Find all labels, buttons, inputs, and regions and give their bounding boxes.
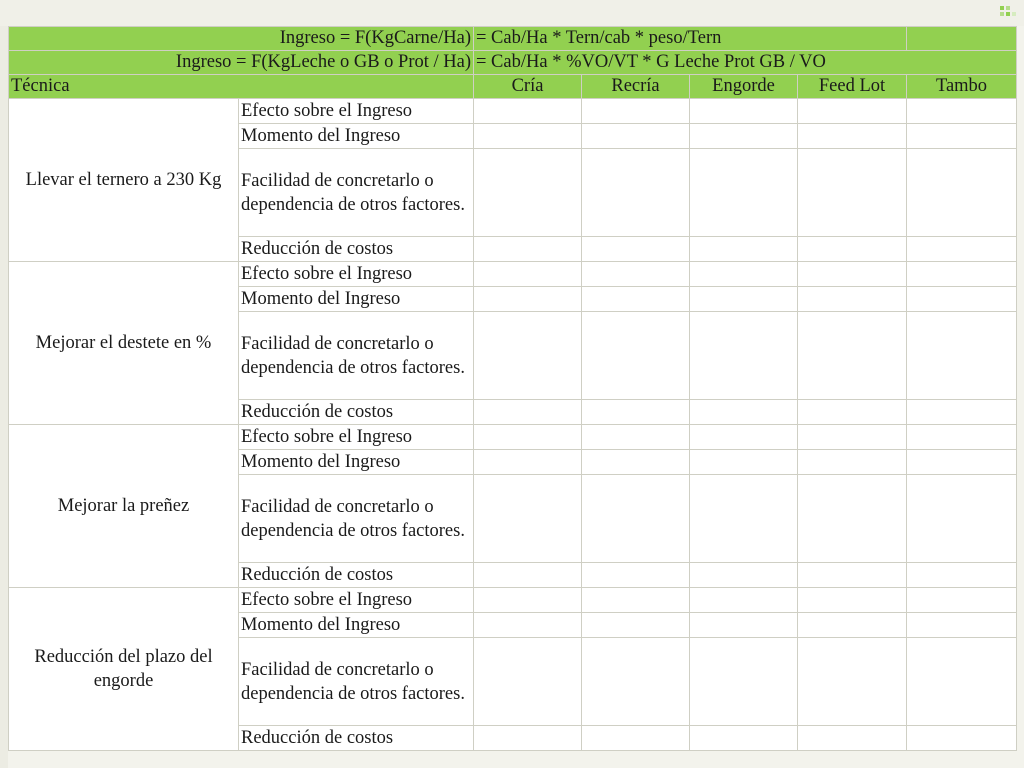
empty-cell [474, 262, 582, 287]
empty-cell [907, 563, 1017, 588]
empty-cell [907, 613, 1017, 638]
empty-cell [907, 287, 1017, 312]
empty-cell [582, 262, 690, 287]
formula-2-left: Ingreso = F(KgLeche o GB o Prot / Ha) [9, 51, 474, 75]
empty-cell [690, 613, 798, 638]
empty-cell [474, 312, 582, 400]
empty-cell [907, 400, 1017, 425]
empty-cell [907, 262, 1017, 287]
empty-cell [582, 400, 690, 425]
empty-cell [907, 475, 1017, 563]
empty-cell [907, 425, 1017, 450]
empty-cell [474, 588, 582, 613]
empty-cell [582, 99, 690, 124]
header-feed-lot: Feed Lot [798, 75, 907, 99]
tecnica-name: Reducción del plazo del engorde [9, 588, 239, 751]
empty-cell [907, 638, 1017, 726]
empty-cell [798, 287, 907, 312]
header-cria: Cría [474, 75, 582, 99]
criterio-label: Efecto sobre el Ingreso [239, 588, 474, 613]
header-engorde: Engorde [690, 75, 798, 99]
tecnica-rows [9, 99, 1017, 751]
criterio-label: Facilidad de concretarlo o dependencia de otros factores. [239, 475, 474, 563]
empty-cell [798, 726, 907, 751]
formula-row-1 [9, 27, 1017, 51]
empty-cell [798, 312, 907, 400]
empty-cell [582, 563, 690, 588]
empty-cell [582, 237, 690, 262]
column-header-row [9, 75, 1017, 99]
empty-cell [474, 450, 582, 475]
criterio-label: Momento del Ingreso [239, 124, 474, 149]
empty-cell [690, 124, 798, 149]
header-recria: Recría [582, 75, 690, 99]
empty-cell [907, 124, 1017, 149]
empty-cell [907, 450, 1017, 475]
formula-1-left: Ingreso = F(KgCarne/Ha) [9, 27, 474, 51]
empty-cell [798, 475, 907, 563]
empty-cell [474, 613, 582, 638]
criterio-label: Facilidad de concretarlo o dependencia de otros factores. [239, 638, 474, 726]
empty-cell [690, 312, 798, 400]
empty-cell [474, 475, 582, 563]
empty-cell [798, 149, 907, 237]
empty-cell [690, 450, 798, 475]
formula-row-2 [9, 51, 1017, 75]
empty-cell [474, 99, 582, 124]
empty-cell [474, 149, 582, 237]
empty-cell [798, 563, 907, 588]
empty-cell [690, 588, 798, 613]
tecnica-name: Mejorar el destete en % [9, 262, 239, 425]
tecnica-name: Mejorar la preñez [9, 425, 239, 588]
slide-top-band [0, 0, 1024, 26]
empty-cell [582, 312, 690, 400]
empty-cell [582, 588, 690, 613]
table-row [9, 588, 1017, 613]
empty-cell [690, 475, 798, 563]
empty-cell [798, 450, 907, 475]
empty-cell [474, 124, 582, 149]
empty-cell [907, 588, 1017, 613]
criterio-label: Reducción de costos [239, 237, 474, 262]
criterio-label: Reducción de costos [239, 726, 474, 751]
formula-2-right: = Cab/Ha * %VO/VT * G Leche Prot GB / VO [474, 51, 1017, 75]
table-row [9, 99, 1017, 124]
empty-cell [690, 726, 798, 751]
empty-cell [474, 400, 582, 425]
empty-cell [582, 475, 690, 563]
criterio-label: Facilidad de concretarlo o dependencia de otros factores. [239, 149, 474, 237]
empty-cell [907, 99, 1017, 124]
empty-cell [690, 149, 798, 237]
formula-1-right: = Cab/Ha * Tern/cab * peso/Tern [474, 27, 907, 51]
empty-cell [907, 312, 1017, 400]
criterio-label: Efecto sobre el Ingreso [239, 425, 474, 450]
empty-cell [582, 726, 690, 751]
empty-cell [798, 237, 907, 262]
empty-cell [690, 237, 798, 262]
empty-cell [690, 400, 798, 425]
empty-cell [474, 287, 582, 312]
criterio-label: Reducción de costos [239, 563, 474, 588]
empty-cell [798, 638, 907, 726]
empty-cell [582, 613, 690, 638]
empty-cell [690, 287, 798, 312]
empty-cell [690, 262, 798, 287]
empty-cell [907, 726, 1017, 751]
empty-cell [798, 99, 907, 124]
empty-cell [690, 638, 798, 726]
empty-cell [907, 237, 1017, 262]
empty-cell [474, 237, 582, 262]
criterio-label: Momento del Ingreso [239, 450, 474, 475]
empty-cell [798, 124, 907, 149]
empty-cell [798, 588, 907, 613]
empty-cell [798, 262, 907, 287]
empty-cell [690, 563, 798, 588]
formula-1-blank [907, 27, 1017, 51]
empty-cell [798, 425, 907, 450]
empty-cell [474, 425, 582, 450]
table-row [9, 262, 1017, 287]
criterio-label: Momento del Ingreso [239, 287, 474, 312]
criterio-label: Momento del Ingreso [239, 613, 474, 638]
empty-cell [582, 425, 690, 450]
empty-cell [690, 99, 798, 124]
empty-cell [907, 149, 1017, 237]
empty-cell [582, 638, 690, 726]
criterio-label: Efecto sobre el Ingreso [239, 262, 474, 287]
table-row [9, 425, 1017, 450]
empty-cell [798, 400, 907, 425]
empty-cell [582, 124, 690, 149]
header-tecnica: Técnica [9, 75, 474, 99]
criterio-label: Facilidad de concretarlo o dependencia de otros factores. [239, 312, 474, 400]
empty-cell [474, 726, 582, 751]
empty-cell [798, 613, 907, 638]
empty-cell [474, 638, 582, 726]
header-tambo: Tambo [907, 75, 1017, 99]
empty-cell [582, 450, 690, 475]
tecnicas-table [8, 26, 1017, 751]
corner-ornament-icon [1000, 6, 1018, 20]
criterio-label: Efecto sobre el Ingreso [239, 99, 474, 124]
empty-cell [474, 563, 582, 588]
empty-cell [582, 149, 690, 237]
tecnica-name: Llevar el ternero a 230 Kg [9, 99, 239, 262]
criterio-label: Reducción de costos [239, 400, 474, 425]
empty-cell [582, 287, 690, 312]
slide-left-band [0, 0, 8, 768]
empty-cell [690, 425, 798, 450]
